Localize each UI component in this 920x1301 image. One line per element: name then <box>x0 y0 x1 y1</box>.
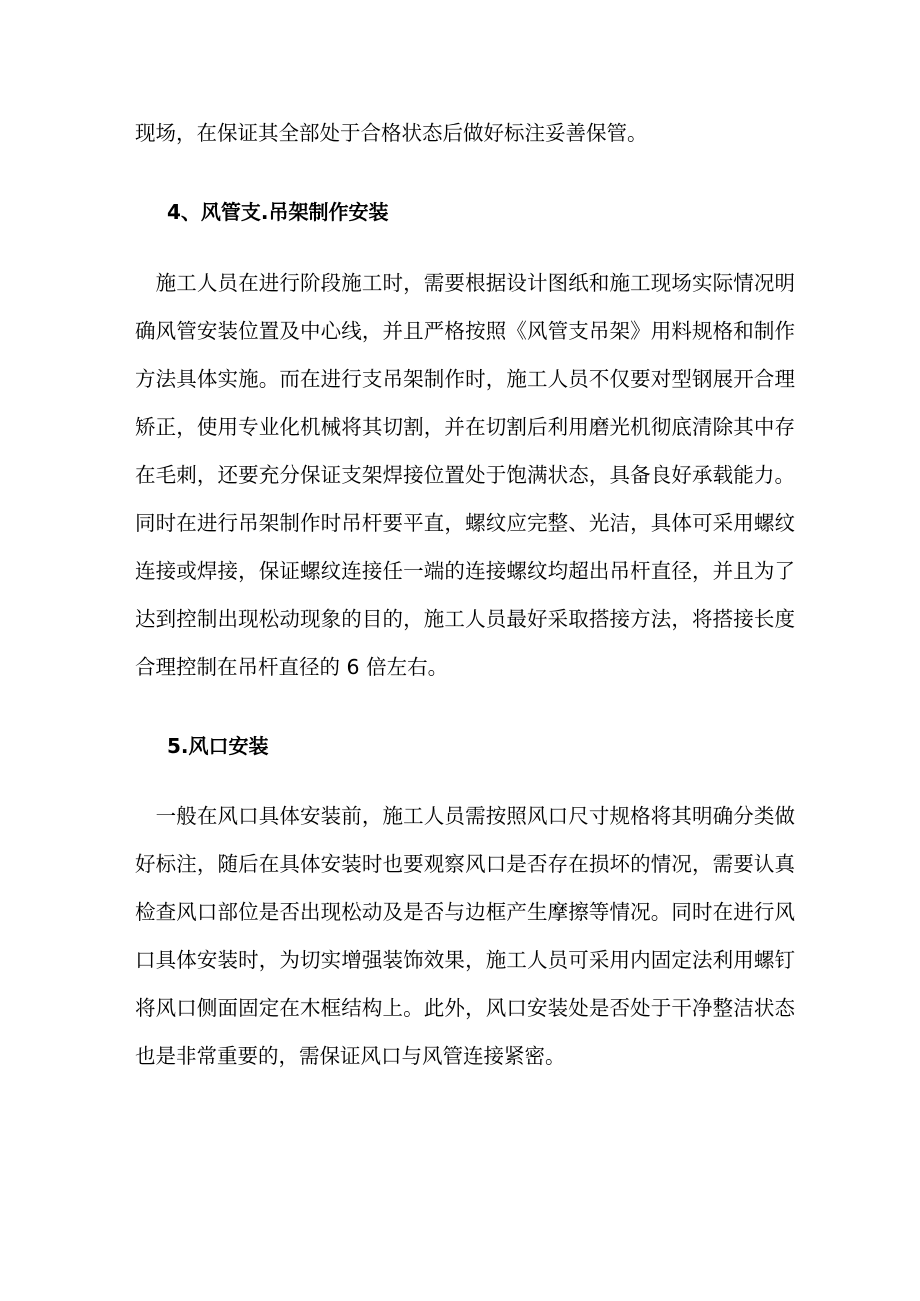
section-4-heading: 4、风管支.吊架制作安装 <box>167 200 389 224</box>
section-4-line-1: 施工人员在进行阶段施工时，需要根据设计图纸和施工现场实际情况明 <box>135 271 795 295</box>
section-5-line-6: 也是非常重要的，需保证风口与风管连接紧密。 <box>135 1044 566 1068</box>
section-4-line-4: 矫正，使用专业化机械将其切割，并在切割后利用磨光机彻底清除其中存 <box>135 415 795 439</box>
section-5-heading: 5.风口安装 <box>167 734 269 758</box>
intro-line-1: 现场，在保证其全部处于合格状态后做好标注妥善保管。 <box>135 121 648 145</box>
section-5-line-5: 将风口侧面固定在木框结构上。此外，风口安装处是否处于干净整洁状态 <box>135 996 795 1020</box>
section-4-line-7: 连接或焊接，保证螺纹连接任一端的连接螺纹均超出吊杆直径，并且为了 <box>135 559 795 583</box>
section-4-line-5: 在毛刺，还要充分保证支架焊接位置处于饱满状态，具备良好承载能力。 <box>135 463 795 487</box>
section-4-line-3: 方法具体实施。而在进行支吊架制作时，施工人员不仅要对型钢展开合理 <box>135 367 795 391</box>
section-4-line-2: 确风管安装位置及中心线，并且严格按照《风管支吊架》用料规格和制作 <box>135 319 795 343</box>
section-5-line-2: 好标注，随后在具体安装时也要观察风口是否存在损坏的情况，需要认真 <box>135 852 795 876</box>
section-5-line-4: 口具体安装时，为切实增强装饰效果，施工人员可采用内固定法利用螺钉 <box>135 948 795 972</box>
section-4-line-6: 同时在进行吊架制作时吊杆要平直，螺纹应完整、光洁，具体可采用螺纹 <box>135 511 795 535</box>
section-4-line-9: 合理控制在吊杆直径的 6 倍左右。 <box>135 655 449 679</box>
section-5-line-3: 检查风口部位是否出现松动及是否与边框产生摩擦等情况。同时在进行风 <box>135 900 795 924</box>
section-4-line-8: 达到控制出现松动现象的目的，施工人员最好采取搭接方法，将搭接长度 <box>135 607 795 631</box>
section-5-line-1: 一般在风口具体安装前，施工人员需按照风口尺寸规格将其明确分类做 <box>135 804 795 828</box>
